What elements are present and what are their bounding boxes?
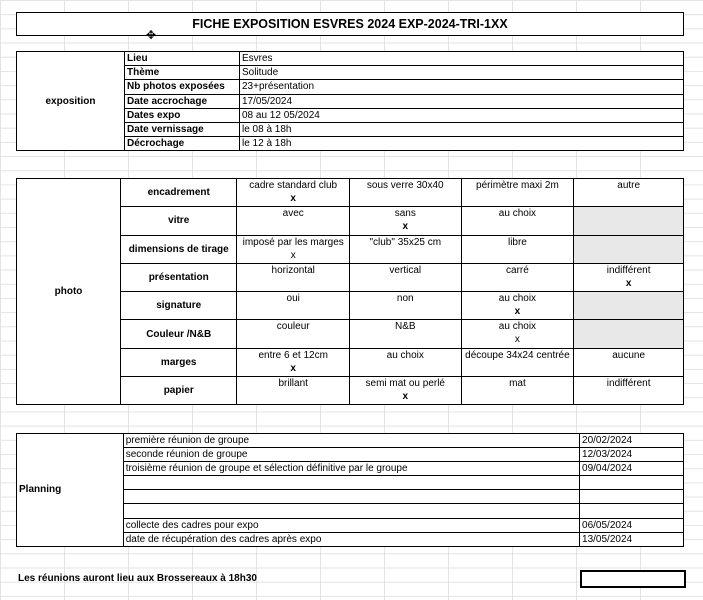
photo-option-text: découpe 34x24 centrée — [465, 349, 570, 361]
planning-date[interactable]: 06/05/2024 — [580, 518, 684, 532]
exposition-field-label[interactable]: Nb photos exposées — [125, 80, 240, 94]
exposition-field-value[interactable]: 17/05/2024 — [240, 94, 684, 108]
photo-option-cell[interactable] — [574, 320, 684, 348]
photo-option-text: "club" 35x25 cm — [369, 236, 442, 248]
exposition-field-label[interactable]: Date accrochage — [125, 94, 240, 108]
photo-option-text: aucune — [612, 349, 646, 361]
photo-option-text: avec — [282, 208, 304, 220]
photo-option-cell[interactable] — [350, 179, 462, 207]
photo-option-text: N&B — [394, 321, 416, 333]
photo-section-label[interactable]: photo — [17, 179, 121, 405]
planning-item[interactable] — [123, 504, 579, 518]
exposition-field-value[interactable]: le 08 à 18h — [240, 122, 684, 136]
photo-criterion-label[interactable]: vitre — [121, 207, 237, 235]
photo-option-text: sous verre 30x40 — [366, 180, 444, 191]
photo-option-cell[interactable] — [461, 377, 574, 405]
photo-option-cell[interactable] — [461, 292, 574, 320]
photo-option-text: carré — [506, 264, 529, 276]
photo-criterion-label[interactable]: dimensions de tirage — [121, 235, 237, 263]
planning-item[interactable]: collecte des cadres pour expo — [123, 518, 579, 532]
planning-date[interactable] — [580, 504, 684, 518]
planning-section-label[interactable]: Planning — [17, 434, 124, 547]
photo-option-cell[interactable] — [237, 235, 350, 263]
selection-mark: x — [402, 221, 409, 233]
planning-date[interactable] — [580, 490, 684, 504]
photo-option-cell[interactable] — [574, 377, 684, 405]
photo-option-cell[interactable] — [574, 207, 684, 235]
exposition-field-value[interactable]: 08 au 12 05/2024 — [240, 108, 684, 122]
selection-mark: x — [514, 334, 520, 346]
photo-option-text: entre 6 et 12cm — [258, 349, 328, 361]
planning-table — [16, 433, 684, 547]
sheet-title[interactable]: FICHE EXPOSITION ESVRES 2024 EXP-2024-TRI-1XX — [16, 12, 684, 36]
photo-option-cell[interactable] — [237, 263, 350, 291]
planning-item[interactable]: date de récupération des cadres après expo — [123, 532, 579, 546]
photo-criterion-label[interactable]: présentation — [121, 263, 237, 291]
photo-option-cell[interactable] — [574, 263, 684, 291]
photo-option-cell[interactable] — [461, 263, 574, 291]
photo-option-cell[interactable] — [461, 207, 574, 235]
planning-item[interactable]: troisième réunion de groupe et sélection définitive par le groupe — [123, 462, 579, 476]
photo-option-cell[interactable] — [237, 320, 350, 348]
photo-option-text: horizontal — [271, 264, 315, 276]
photo-option-cell[interactable] — [461, 179, 574, 207]
photo-option-text: couleur — [276, 321, 310, 333]
exposition-field-value[interactable]: Solitude — [240, 66, 684, 80]
exposition-field-value[interactable]: 23+présentation — [240, 80, 684, 94]
photo-option-text: au choix — [386, 349, 424, 361]
photo-option-text: cadre standard club — [249, 180, 338, 191]
selection-mark: x — [402, 391, 409, 403]
planning-date[interactable]: 13/05/2024 — [580, 532, 684, 546]
photo-criterion-label[interactable]: Couleur /N&B — [121, 320, 237, 348]
exposition-section-label[interactable]: exposition — [17, 52, 125, 151]
planning-row — [17, 434, 684, 448]
photo-option-text: oui — [286, 293, 300, 305]
selected-cell[interactable] — [580, 570, 686, 588]
selection-mark: x — [290, 249, 296, 261]
photo-row — [17, 179, 684, 207]
planning-date[interactable]: 20/02/2024 — [580, 434, 684, 448]
photo-option-text: au choix — [498, 321, 537, 333]
photo-option-text: non — [396, 293, 414, 305]
photo-option-cell[interactable] — [237, 292, 350, 320]
photo-option-cell[interactable] — [350, 207, 462, 235]
exposition-field-label[interactable]: Dates expo — [125, 108, 240, 122]
photo-option-text: sans — [394, 208, 416, 220]
photo-option-cell[interactable] — [461, 320, 574, 348]
planning-item[interactable] — [123, 476, 579, 490]
photo-criterion-label[interactable]: papier — [121, 377, 237, 405]
photo-option-text: imposé par les marges — [242, 236, 344, 248]
cell-cursor-icon: ✥ — [146, 28, 157, 42]
selection-mark: x — [290, 193, 296, 204]
exposition-field-value[interactable]: le 12 à 18h — [240, 137, 684, 151]
exposition-row — [17, 52, 684, 66]
photo-option-cell[interactable] — [574, 235, 684, 263]
photo-option-text: brillant — [278, 378, 308, 390]
exposition-field-label[interactable]: Décrochage — [125, 137, 240, 151]
photo-table — [16, 178, 684, 405]
planning-date[interactable]: 09/04/2024 — [580, 462, 684, 476]
planning-item[interactable]: seconde réunion de groupe — [123, 448, 579, 462]
selection-mark: x — [514, 306, 521, 318]
photo-option-cell[interactable] — [350, 320, 462, 348]
planning-date[interactable] — [580, 476, 684, 490]
photo-option-cell[interactable] — [350, 348, 462, 376]
planning-item[interactable]: première réunion de groupe — [123, 434, 579, 448]
photo-option-cell[interactable] — [350, 377, 462, 405]
photo-option-text: semi mat ou perlé — [365, 378, 445, 390]
photo-option-text: au choix — [498, 293, 537, 305]
photo-option-cell[interactable] — [461, 235, 574, 263]
photo-option-cell[interactable] — [574, 292, 684, 320]
photo-option-text: autre — [617, 180, 641, 191]
photo-option-text: périmètre maxi 2m — [476, 180, 559, 191]
selection-mark: x — [625, 277, 632, 289]
photo-option-text: au choix — [498, 208, 537, 220]
exposition-table — [16, 51, 684, 151]
photo-option-cell[interactable] — [461, 348, 574, 376]
photo-option-cell[interactable] — [350, 292, 462, 320]
photo-option-cell[interactable] — [574, 179, 684, 207]
photo-option-cell[interactable] — [237, 207, 350, 235]
footer-note[interactable]: Les réunions auront lieu aux Brossereaux à 18h30 — [18, 573, 257, 584]
photo-option-text: vertical — [389, 264, 422, 276]
photo-option-cell[interactable] — [350, 235, 462, 263]
photo-option-cell[interactable] — [237, 377, 350, 405]
photo-option-text: mat — [509, 378, 526, 390]
planning-item[interactable] — [123, 490, 579, 504]
selection-mark: x — [290, 362, 296, 374]
photo-criterion-label[interactable]: encadrement — [121, 179, 237, 207]
exposition-field-label[interactable]: Thème — [125, 66, 240, 80]
photo-criterion-label[interactable]: signature — [121, 292, 237, 320]
planning-date[interactable]: 12/03/2024 — [580, 448, 684, 462]
exposition-field-label[interactable]: Date vernissage — [125, 122, 240, 136]
photo-option-text: indifférent — [606, 378, 651, 390]
photo-option-cell[interactable] — [350, 263, 462, 291]
exposition-field-value[interactable]: Esvres — [240, 52, 684, 66]
photo-option-text: libre — [507, 236, 527, 248]
photo-option-cell[interactable] — [574, 348, 684, 376]
photo-option-text: indifférent — [606, 264, 651, 276]
photo-option-cell[interactable] — [237, 348, 350, 376]
photo-option-cell[interactable] — [237, 179, 350, 207]
exposition-field-label[interactable]: Lieu — [125, 52, 240, 66]
photo-criterion-label[interactable]: marges — [121, 348, 237, 376]
